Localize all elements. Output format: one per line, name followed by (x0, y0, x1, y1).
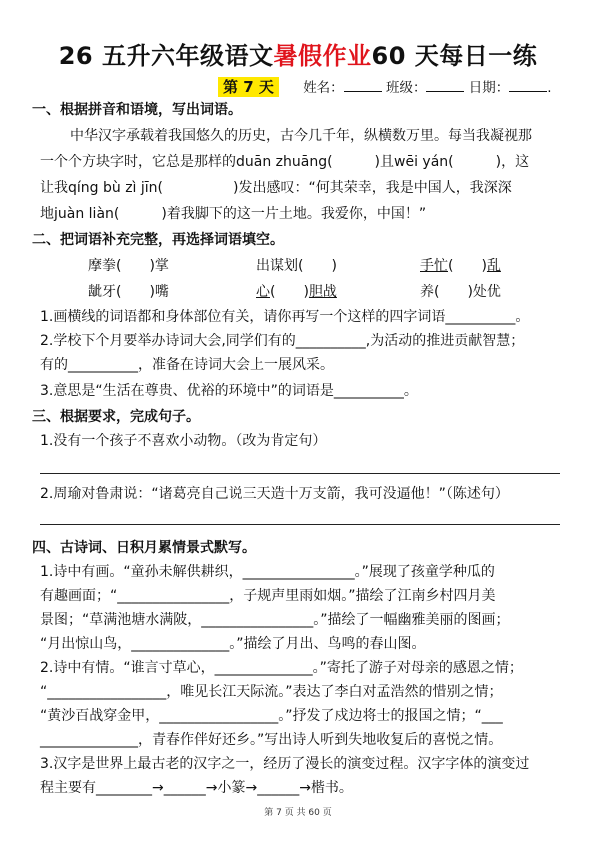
date-blank[interactable] (509, 79, 547, 92)
idiom-item: 出谋划( ) (256, 258, 337, 274)
section4-line: 有趣画面；“________________，子规声里雨如烟。”描绘了江南乡村四月美 (40, 588, 496, 604)
title-suffix: 60 天每日一练 (371, 42, 538, 70)
idiom-item-underlined (420, 256, 501, 276)
class-label: 班级： (385, 80, 427, 96)
section4-line: ______________，青春作伴好还乡。”写出诗人听到失地收复后的喜悦之情。 (40, 732, 503, 748)
idiom-part: 胆战 (308, 284, 337, 300)
section2-question: 1.画横线的词语都和身体部位有关，请你再写一个这样的四字词语__________。 (40, 309, 530, 325)
title-highlight: 暑假作业 (273, 42, 372, 70)
section1-line: 中华汉字承载着我国悠久的历史，古今几千年，纵横数万里。每当我凝视那 (70, 128, 532, 144)
name-blank[interactable] (344, 79, 382, 92)
date-label: 日期： (468, 80, 510, 96)
section4-line: 3.汉字是世界上最古老的汉字之一，经历了漫长的演变过程。汉字字体的演变过 (40, 756, 530, 772)
idiom-item: 摩拳( )掌 (88, 258, 169, 274)
day-badge: 第 7 天 (218, 77, 279, 97)
section4-line: 2.诗中有情。“谁言寸草心，______________。”寄托了游子对母亲的感恩之情； (40, 660, 523, 676)
answer-line[interactable] (40, 473, 560, 474)
section2-heading: 二、把词语补充完整，再选择词语填空。 (32, 232, 284, 248)
date-end: . (547, 80, 552, 96)
section3-question: 1.没有一个孩子不喜欢小动物。（改为肯定句） (40, 433, 327, 449)
title-prefix: 26 五升六年级语文 (58, 42, 274, 70)
section1-heading: 一、根据拼音和语境，写出词语。 (32, 102, 242, 118)
page-footer: 第 7 页 共 60 页 (264, 808, 332, 818)
section4-line: 1.诗中有画。“童孙未解供耕织，________________。”展现了孩童学种瓜的 (40, 564, 495, 580)
page-title (0, 36, 596, 71)
answer-line[interactable] (40, 524, 560, 525)
section4-line: 程主要有________→______→小篆→______→楷书。 (40, 780, 353, 796)
section4-line: “黄沙百战穿金甲，_________________。”抒发了戍边将士的报国之情；“___ (40, 708, 503, 724)
section1-line: 让我qíng bù zì jīn( )发出感叹：“何其荣幸，我是中国人，我深深 (40, 180, 512, 196)
section4-line: 景图；“草满池塘水满陂，________________。”描绘了一幅幽雅美丽的图画； (40, 612, 510, 628)
idiom-part: 心 (256, 284, 270, 300)
idiom-part: 手忙 (420, 258, 448, 274)
section3-question: 2.周瑜对鲁肃说：“诸葛亮自己说三天造十万支箭，我可没逼他！”（陈述句） (40, 486, 509, 502)
idiom-paren: ( ) (270, 284, 309, 300)
idiom-item: 养( )处优 (420, 284, 501, 300)
class-blank[interactable] (426, 79, 464, 92)
idiom-part: 乱 (486, 258, 501, 274)
idiom-item: 龇牙( )嘴 (88, 284, 169, 300)
section1-line: 地juàn liàn( )着我脚下的这一片土地。我爱你，中国！” (40, 206, 427, 222)
day-info-row (218, 76, 552, 97)
section4-line: “月出惊山鸟，______________。”描绘了月出、鸟鸣的春山图。 (40, 636, 426, 652)
section2-question: 3.意思是“生活在尊贵、优裕的环境中”的词语是__________。 (40, 383, 418, 399)
section3-heading: 三、根据要求，完成句子。 (32, 409, 200, 425)
idiom-item-underlined (256, 282, 337, 302)
section4-line: “_________________，唯见长江天际流。”表达了李白对孟浩然的惜别之情； (40, 684, 503, 700)
section2-question: 有的__________，准备在诗词大会上一展风采。 (40, 357, 334, 373)
idiom-paren: ( ) (448, 258, 487, 274)
section1-line: 一个个方块字时，它总是那样的duān zhuāng( )且wēi yán( )，这 (40, 154, 530, 170)
section4-heading: 四、古诗词、日积月累情景式默写。 (32, 540, 256, 556)
name-label: 姓名： (303, 80, 344, 96)
section2-question: 2.学校下个月要举办诗词大会,同学们有的__________,为活动的推进贡献智慧； (40, 333, 525, 349)
